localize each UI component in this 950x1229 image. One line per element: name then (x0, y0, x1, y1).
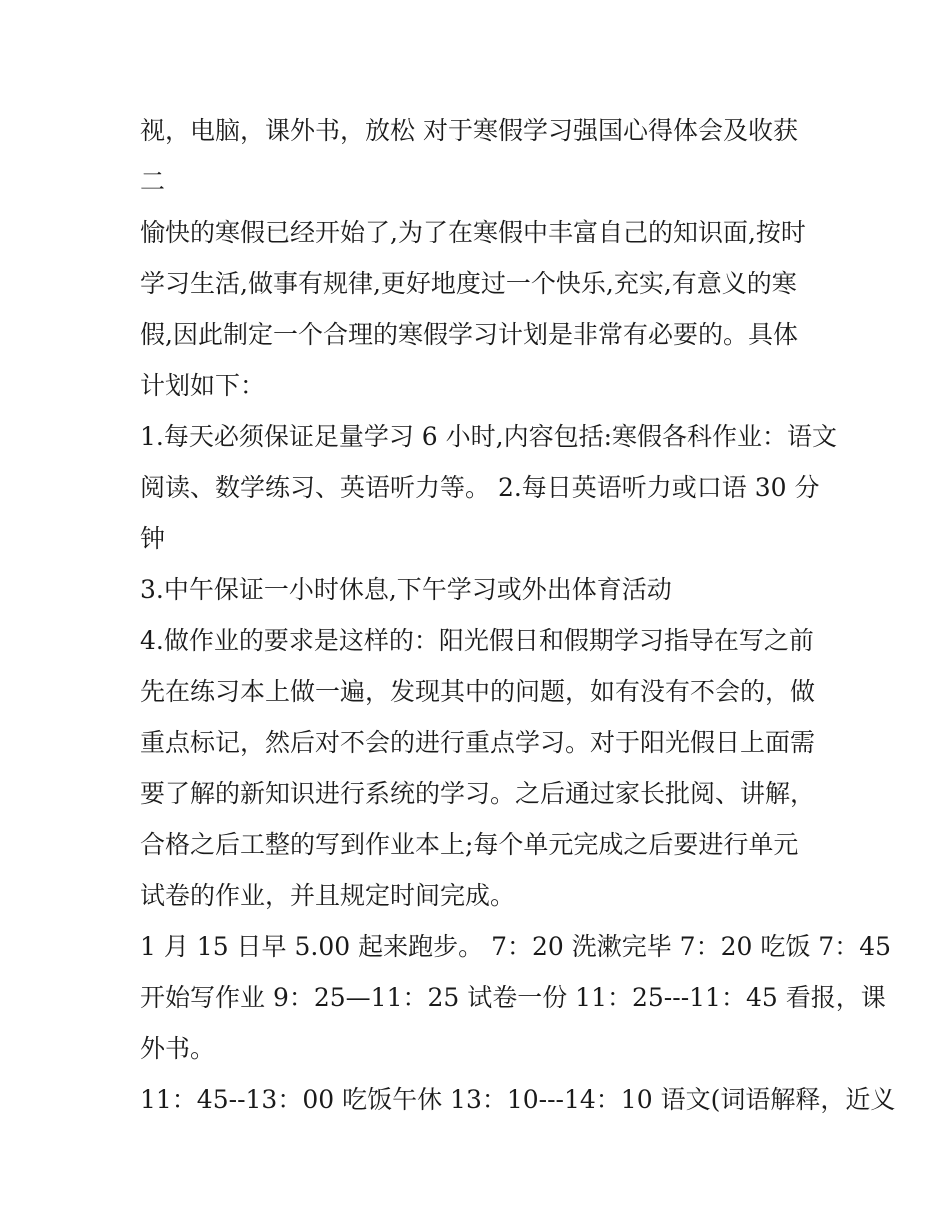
text-line: 重点标记，然后对不会的进行重点学习。对于阳光假日上面需 (140, 728, 816, 757)
text-line: 合格之后工整的写到作业本上;每个单元完成之后要进行单元 (140, 830, 799, 859)
text-line: 11：45--13：00 吃饭午休 13：10---14：10 语文(词语解释，近义 (140, 1085, 896, 1114)
text-line: 愉快的寒假已经开始了,为了在寒假中丰富自己的知识面,按时 (140, 218, 806, 247)
text-line: 二 (140, 167, 166, 196)
text-line: 1 月 15 日早 5.00 起来跑步。 7：20 洗漱完毕 7：20 吃饭 7：45 (140, 932, 892, 961)
text-line: 要了解的新知识进行系统的学习。之后通过家长批阅、讲解， (140, 779, 816, 808)
text-line: 计划如下： (140, 371, 266, 400)
text-line: 开始写作业 9：25—11：25 试卷一份 11：25---11：45 看报，课 (140, 983, 886, 1012)
text-line: 阅读、数学练习、英语听力等。 2.每日英语听力或口语 30 分 (140, 473, 820, 502)
text-line: 学习生活,做事有规律,更好地度过一个快乐,充实,有意义的寒 (140, 269, 797, 298)
text-line: 1.每天必须保证足量学习 6 小时,内容包括:寒假各科作业：语文 (140, 422, 838, 451)
text-line: 钟 (140, 524, 166, 553)
document-body (140, 105, 896, 1125)
text-line: 外书。 (140, 1034, 216, 1063)
text-line: 先在练习本上做一遍，发现其中的问题，如有没有不会的，做 (140, 677, 816, 706)
text-line: 试卷的作业，并且规定时间完成。 (140, 881, 516, 910)
text-line: 3.中午保证一小时休息,下午学习或外出体育活动 (140, 575, 672, 604)
text-line: 视，电脑，课外书，放松 对于寒假学习强国心得体会及收获 (140, 116, 798, 145)
text-line: 4.做作业的要求是这样的：阳光假日和假期学习指导在写之前 (140, 626, 814, 655)
text-line: 假,因此制定一个合理的寒假学习计划是非常有必要的。具体 (140, 320, 798, 349)
